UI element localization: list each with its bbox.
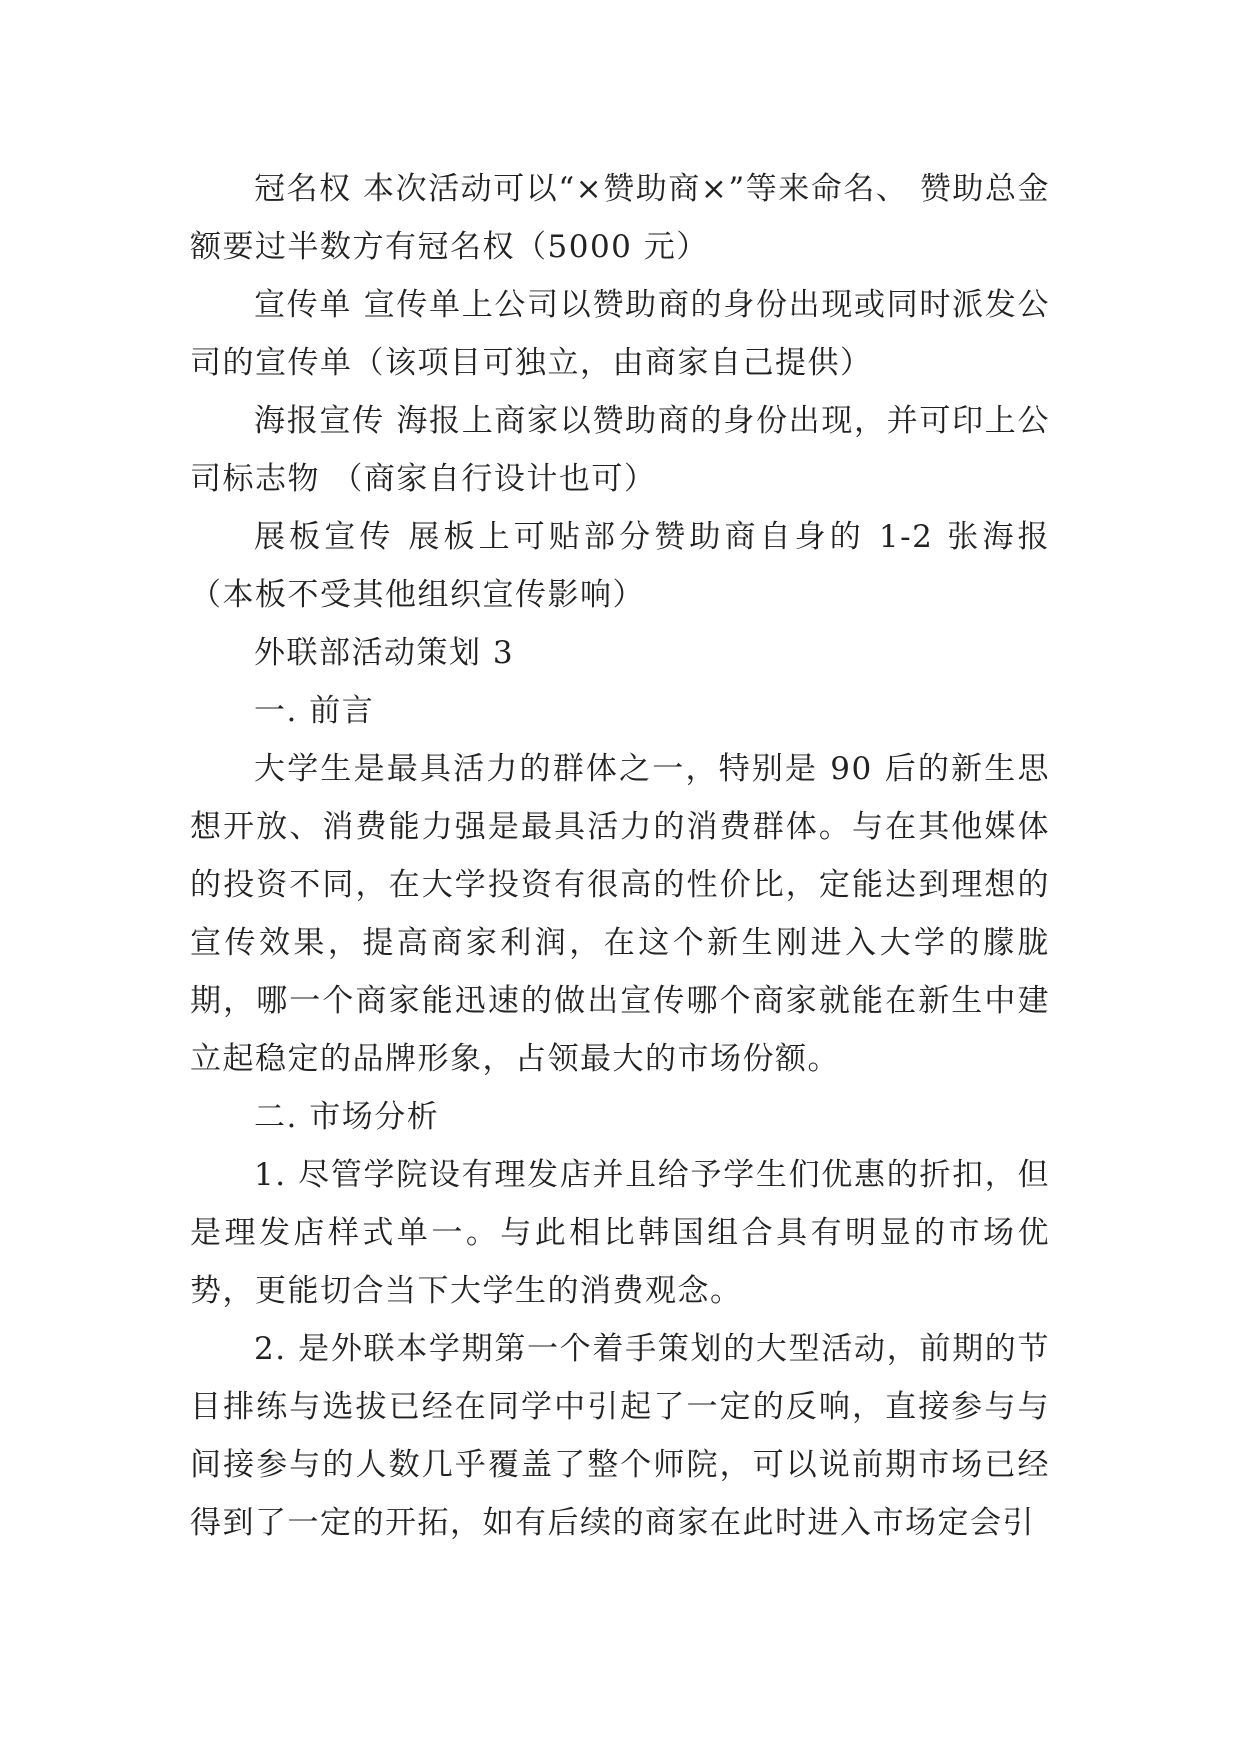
body-text	[190, 160, 1050, 1552]
paragraph-flyer: 宣传单 宣传单上公司以赞助商的身份出现或同时派发公司的宣传单（该项目可独立，由商家自己提供）	[190, 287, 1050, 381]
paragraph-display-board: 展板宣传 展板上可贴部分赞助商自身的 1-2 张海报（本板不受其他组织宣传影响）	[190, 519, 1050, 613]
paragraph-market-point-1: 1. 尽管学院设有理发店并且给予学生们优惠的折扣，但是理发店样式单一。与此相比韩国组合具有明显的市场优势，更能切合当下大学生的消费观念。	[190, 1157, 1050, 1309]
section-heading-market-analysis: 二. 市场分析	[254, 1099, 440, 1135]
paragraph-title-sponsorship: 冠名权 本次活动可以“×赞助商×”等来命名、 赞助总金额要过半数方有冠名权（5000 元）	[190, 171, 1050, 265]
section-heading-plan: 外联部活动策划 3	[254, 635, 515, 671]
section-heading-preface: 一. 前言	[254, 693, 375, 729]
paragraph-market-point-2: 2. 是外联本学期第一个着手策划的大型活动，前期的节目排练与选拔已经在同学中引起了一定的反响，直接参与与间接参与的人数几乎覆盖了整个师院，可以说前期市场已经得到了一定的开拓，如有后续的商家在此时进入市场定会引	[190, 1331, 1050, 1541]
paragraph-poster: 海报宣传 海报上商家以赞助商的身份出现，并可印上公司标志物 （商家自行设计也可）	[190, 403, 1050, 497]
paragraph-preface: 大学生是最具活力的群体之一，特别是 90 后的新生思想开放、消费能力强是最具活力的消费群体。与在其他媒体的投资不同，在大学投资有很高的性价比，定能达到理想的宣传效果，提高商家利润，在这个新生刚进入大学的朦胧期，哪一个商家能迅速的做出宣传哪个商家就能在新生中建立起稳定的品牌形象，占领最大的市场份额。	[190, 751, 1050, 1077]
